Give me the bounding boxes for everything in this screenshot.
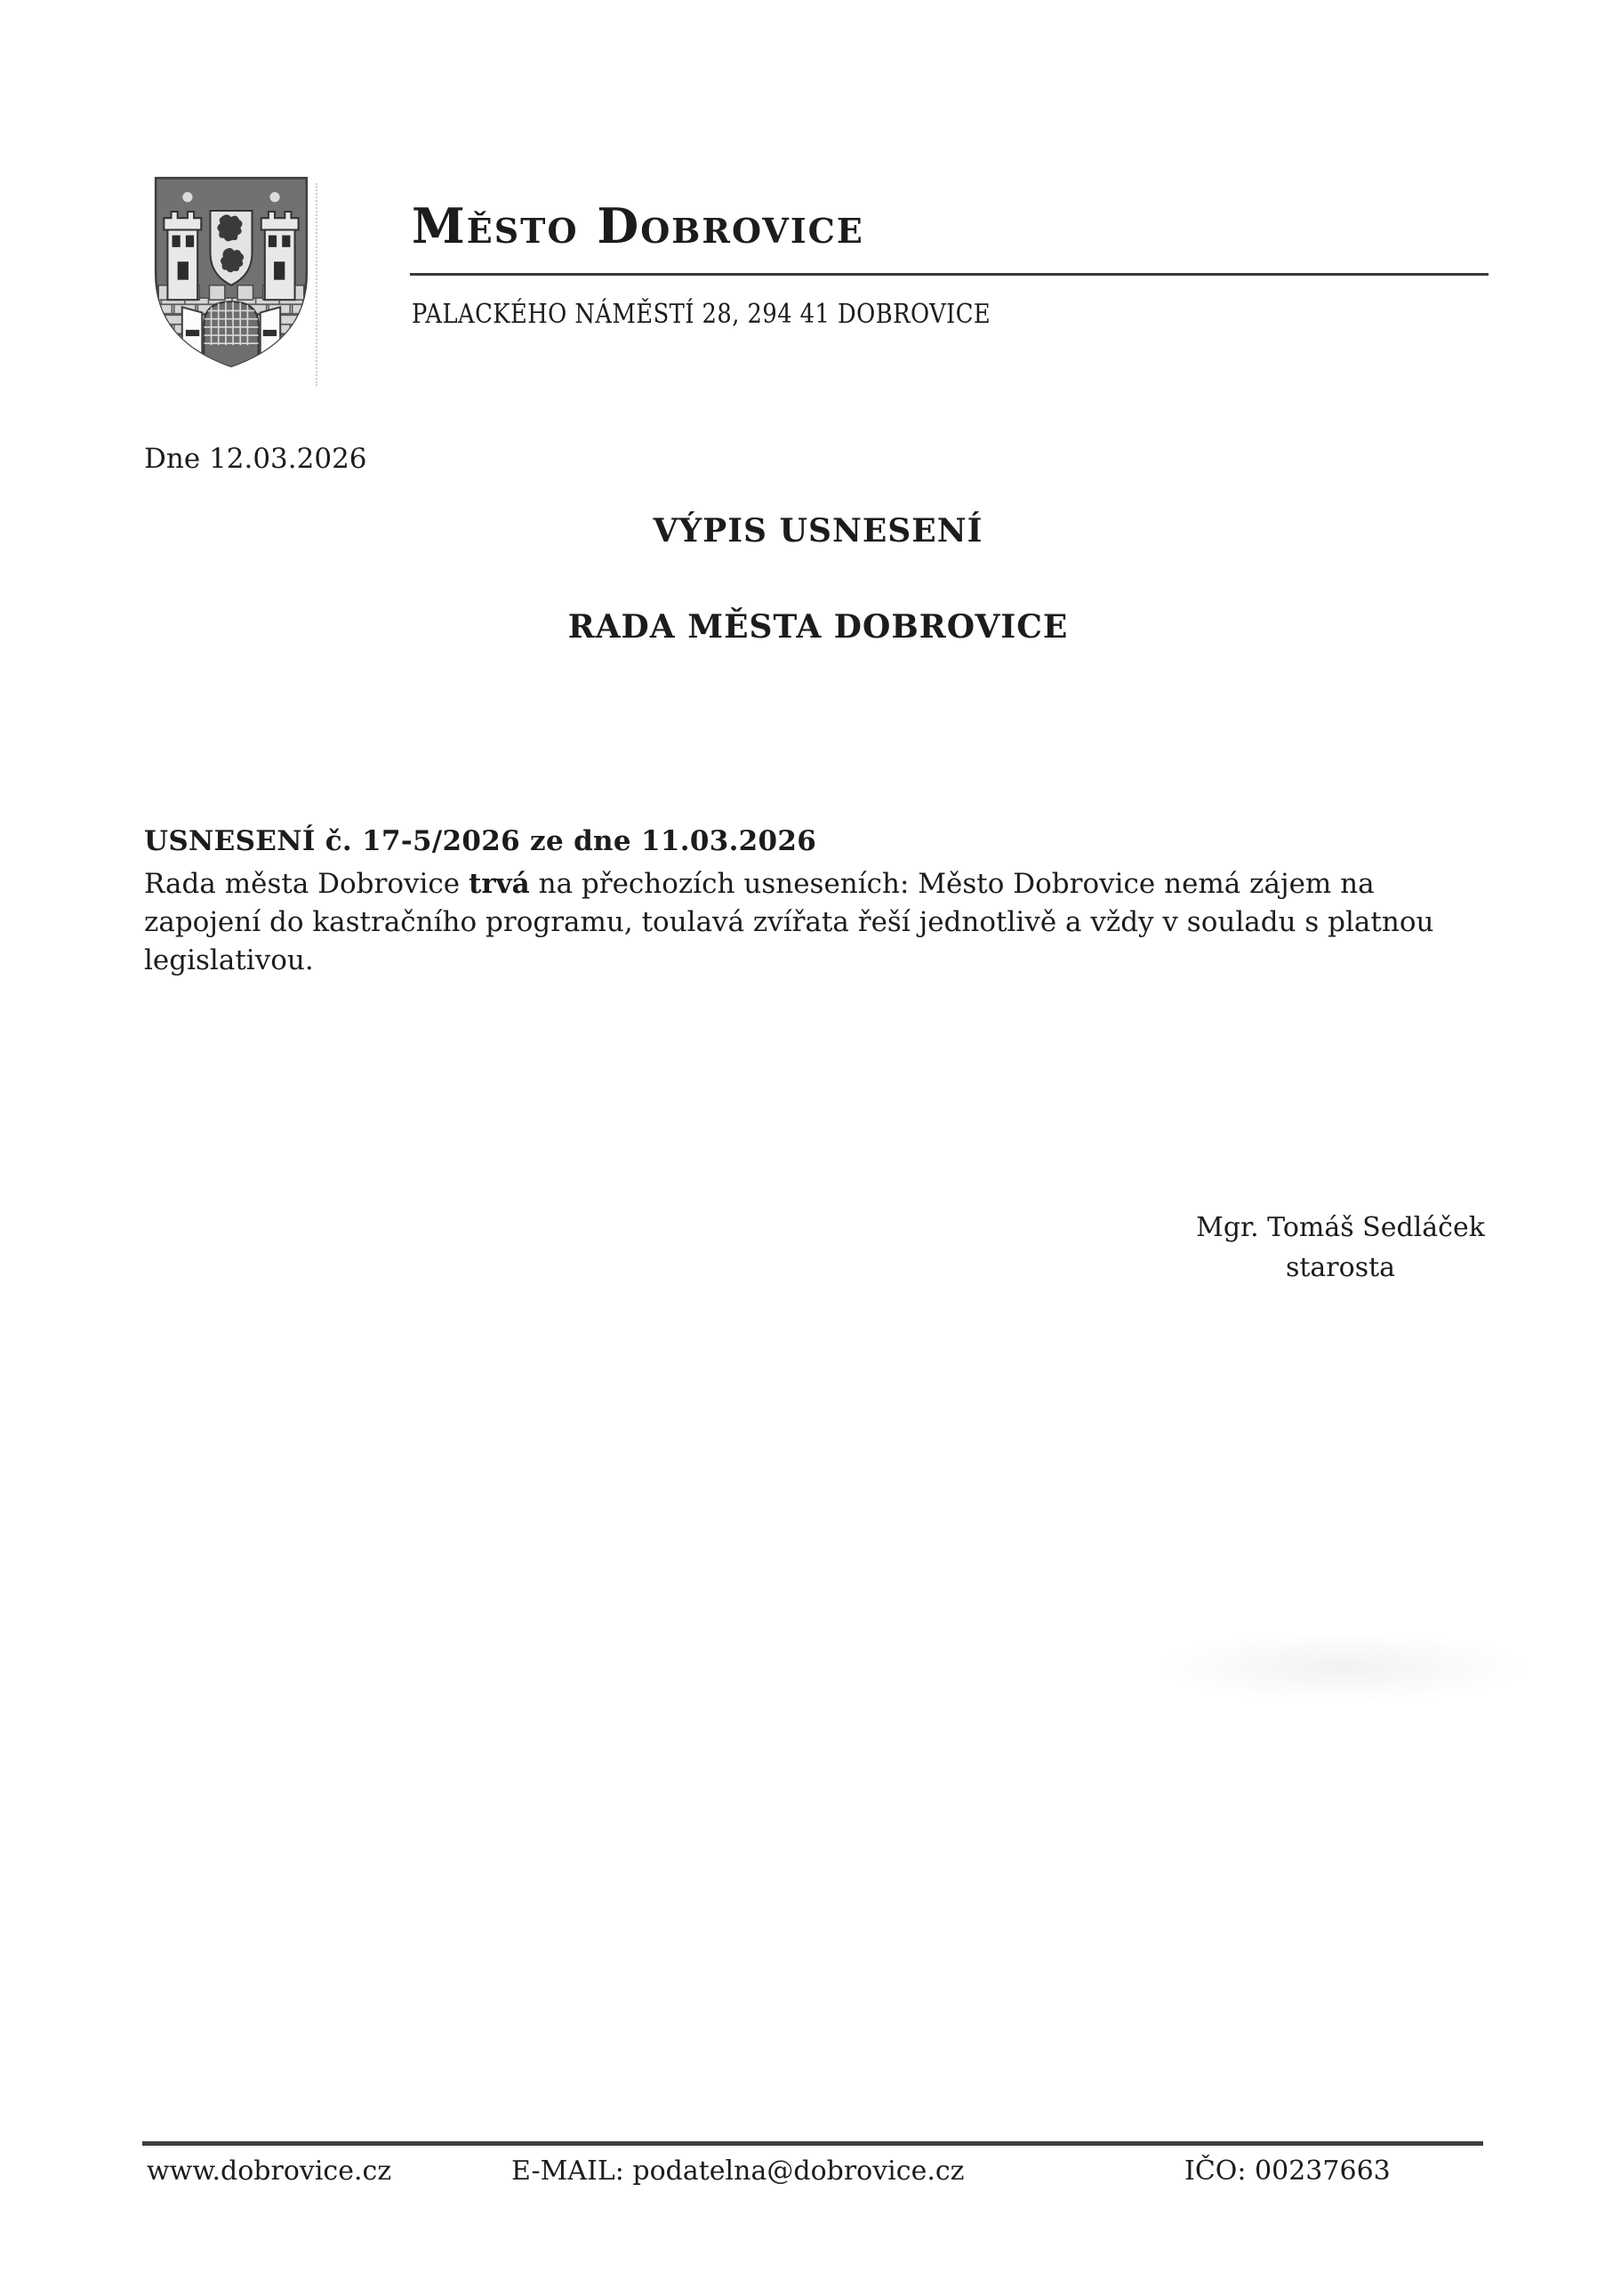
signature-block: [1187, 1208, 1494, 1288]
coat-of-arms-icon: [149, 174, 313, 370]
footer-divider: [142, 2141, 1483, 2146]
signature-role: starosta: [1285, 1252, 1396, 1283]
footer-email: E-MAIL: podatelna@dobrovice.cz: [511, 2156, 965, 2187]
scan-artifact-dashes: [316, 183, 317, 386]
header-divider: [410, 273, 1489, 276]
resolution-text-pre: Rada města Dobrovice: [144, 868, 469, 900]
header-address: PALACKÉHO NÁMĚSTÍ 28, 294 41 DOBROVICE: [412, 299, 991, 330]
date-line: Dne 12.03.2026: [144, 443, 367, 475]
footer-website: www.dobrovice.cz: [147, 2156, 392, 2187]
resolution-heading: USNESENÍ č. 17-5/2026 ze dne 11.03.2026: [144, 825, 817, 857]
resolution-body: [144, 865, 1482, 980]
resolution-emphasis: trvá: [469, 868, 530, 900]
doc-title: VÝPIS USNESENÍ: [653, 512, 983, 550]
signature-name: Mgr. Tomáš Sedláček: [1196, 1212, 1485, 1243]
doc-subtitle: RADA MĚSTA DOBROVICE: [567, 608, 1069, 646]
resolution-text-post: na přechozích usneseních: Město Dobrovice nemá zájem na zapojení do kastračního programu, toulavá zvířata řeší jednotlivě a vždy v souladu s platnou legislativou.: [144, 868, 1434, 976]
footer-ico: IČO: 00237663: [1184, 2156, 1391, 2187]
page-title: Město Dobrovice: [412, 197, 864, 254]
scan-artifact-smudge: [1156, 1632, 1529, 1703]
